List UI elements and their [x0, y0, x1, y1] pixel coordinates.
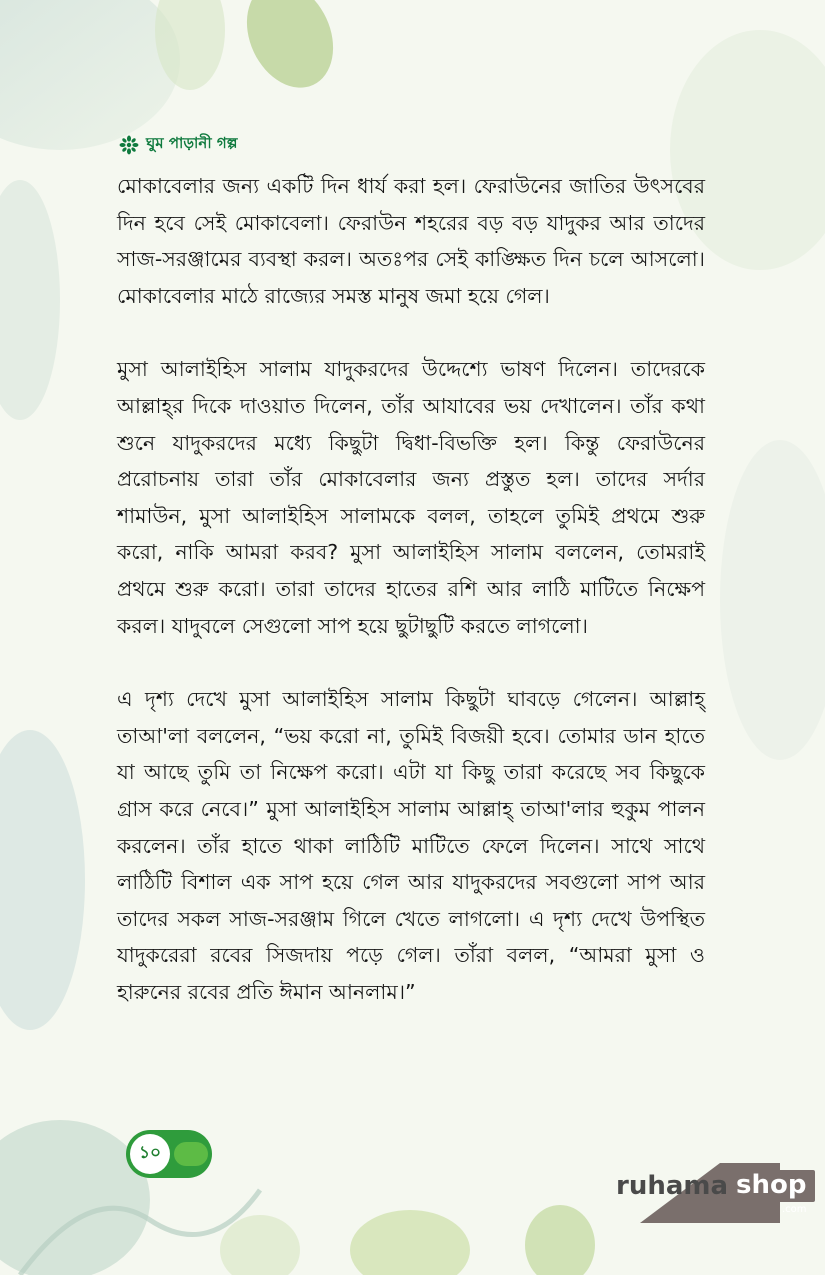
watermark-logo	[616, 1170, 815, 1215]
story-text	[117, 168, 705, 1047]
paragraph-1: মোকাবেলার জন্য একটি দিন ধার্য করা হল। ফেরাউনের জাতির উৎসবের দিন হবে সেই মোকাবেলা। ফেরাউন শহরের বড় বড় যাদুকর আর তাদের সাজ-সরঞ্জামের ব্যবস্থা করল। অতঃপর সেই কাঙ্ক্ষিত দিন চলে আসলো। মোকাবেলার মাঠে রাজ্যের সমস্ত মানুষ জমা হয়ে গেল।	[117, 174, 705, 308]
flower-ornament-icon	[118, 134, 140, 156]
watermark-part2: shop	[730, 1170, 814, 1202]
watermark-part1: ruhama	[616, 1171, 729, 1201]
running-header	[118, 132, 237, 157]
page-number: ১০	[130, 1134, 170, 1174]
paragraph-2: মুসা আলাইহিস সালাম যাদুকরদের উদ্দেশ্যে ভাষণ দিলেন। তাদেরকে আল্লাহ্‌র দিকে দাওয়াত দিলেন, তাঁর আযাবের ভয় দেখালেন। তাঁর কথা শুনে যাদুকরদের মধ্যে কিছুটা দ্বিধা-বিভক্তি হল। কিন্তু ফেরাউনের প্ররোচনায় তারা তাঁর মোকাবেলার জন্য প্রস্তুত হল। তাদের সর্দার শামাউন, মুসা আলাইহিস সালামকে বলল, তাহলে তুমিই প্রথমে শুরু করো, নাকি আমরা করব? মুসা আলাইহিস সালাম বললেন, তোমরাই প্রথমে শুরু করো। তারা তাদের হাতের রশি আর লাঠি মাটিতে নিক্ষেপ করল। যাদুবলে সেগুলো সাপ হয়ে ছুটাছুটি করতে লাগলো।	[117, 357, 705, 638]
paragraph-3: এ দৃশ্য দেখে মুসা আলাইহিস সালাম কিছুটা ঘাবড়ে গেলেন। আল্লাহ্‌ তাআ'লা বললেন, “ভয় করো না, তুমিই বিজয়ী হবে। তোমার ডান হাতে যা আছে তুমি তা নিক্ষেপ করো। এটা যা কিছু তারা করেছে সব কিছুকে গ্রাস করে নেবে।” মুসা আলাইহিস সালাম আল্লাহ্‌ তাআ'লার হুকুম পালন করলেন। তাঁর হাতে থাকা লাঠিটি মাটিতে ফেলে দিলেন। সাথে সাথে লাঠিটি বিশাল এক সাপ হয়ে গেল আর যাদুকরদের সবগুলো সাপ আর তাদের সকল সাজ-সরঞ্জাম গিলে খেতে লাগলো। এ দৃশ্য দেখে উপস্থিত যাদুকরেরা রবের সিজদায় পড়ে গেল। তাঁরা বলল, “আমরা মুসা ও হারুনের রবের প্রতি ঈমান আনলাম।”	[117, 687, 705, 1004]
watermark-part3: .com	[781, 1204, 807, 1215]
badge-stripe	[174, 1142, 208, 1166]
page-number-badge	[126, 1130, 212, 1178]
header-title: ঘুম পাড়ানী গল্প	[146, 134, 238, 152]
